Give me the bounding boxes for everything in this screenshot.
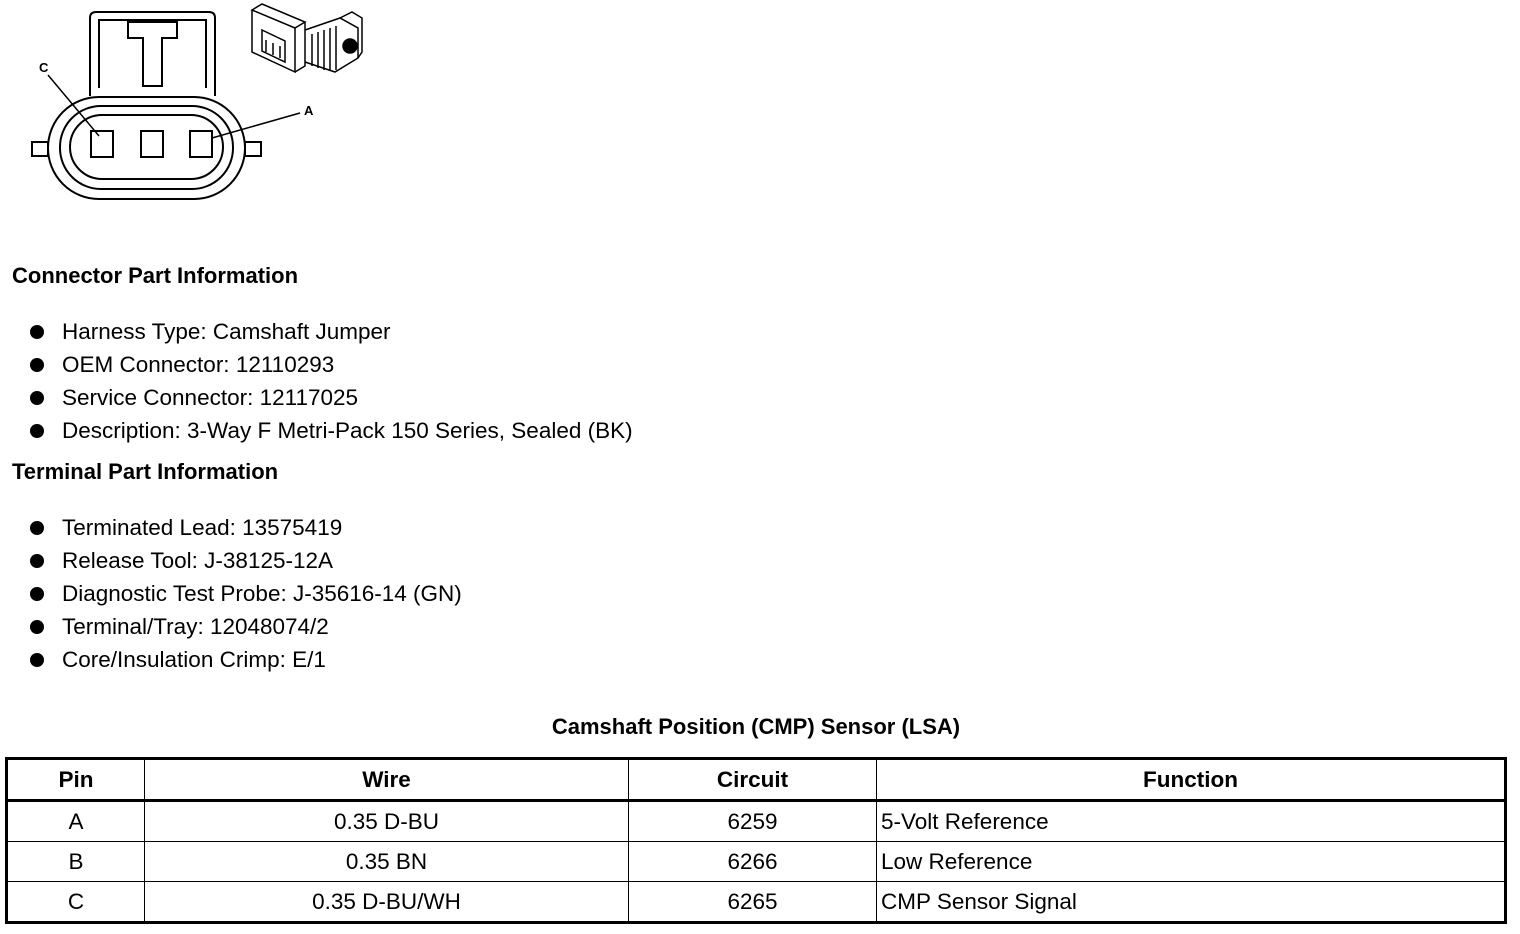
table-row xyxy=(7,842,1506,882)
side-key-right xyxy=(245,142,261,156)
column-header-circuit: Circuit xyxy=(629,759,877,801)
cavity-b xyxy=(141,131,163,157)
bullet-icon xyxy=(30,358,44,372)
cavity-a xyxy=(190,131,212,157)
column-header-function: Function xyxy=(877,759,1506,801)
list-item xyxy=(0,548,462,581)
cavity-c xyxy=(91,131,113,157)
column-header-pin: Pin xyxy=(7,759,145,801)
list-item xyxy=(0,614,462,647)
connector-part-info-heading: Connector Part Information xyxy=(12,263,299,288)
cell-wire: 0.35 BN xyxy=(145,842,629,882)
pinout-table-title: Camshaft Position (CMP) Sensor (LSA) xyxy=(551,714,961,739)
bullet-icon xyxy=(30,653,44,667)
bullet-icon xyxy=(30,521,44,535)
pinout-table xyxy=(5,757,1507,924)
latch-t-slot xyxy=(128,22,177,86)
list-item-text: Description: 3-Way F Metri-Pack 150 Series, Sealed (BK) xyxy=(62,418,633,443)
cell-pin: B xyxy=(7,842,145,882)
table-header-row xyxy=(7,759,1506,801)
bullet-icon xyxy=(30,325,44,339)
list-item-text: Harness Type: Camshaft Jumper xyxy=(62,319,391,344)
bullet-icon xyxy=(30,424,44,438)
cell-function: 5-Volt Reference xyxy=(877,801,1506,842)
connector-thumbnail xyxy=(252,4,362,72)
table-row xyxy=(7,801,1506,842)
table-row xyxy=(7,882,1506,923)
connector-info-list xyxy=(0,319,633,451)
connector-diagram xyxy=(0,0,400,215)
column-header-wire: Wire xyxy=(145,759,629,801)
cell-circuit: 6259 xyxy=(629,801,877,842)
list-item-text: Service Connector: 12117025 xyxy=(62,385,359,410)
list-item-text: Terminated Lead: 13575419 xyxy=(62,515,343,540)
list-item xyxy=(0,319,633,352)
pin-label-c: C xyxy=(39,60,49,75)
cell-pin: A xyxy=(7,801,145,842)
cell-pin: C xyxy=(7,882,145,923)
list-item xyxy=(0,418,633,451)
list-item-text: Core/Insulation Crimp: E/1 xyxy=(62,647,326,672)
pin-label-a: A xyxy=(304,103,314,118)
list-item xyxy=(0,515,462,548)
bullet-icon xyxy=(30,587,44,601)
terminal-info-list xyxy=(0,515,462,680)
connector-latch xyxy=(90,12,215,96)
bullet-icon xyxy=(30,554,44,568)
terminal-part-info-heading: Terminal Part Information xyxy=(12,459,279,484)
bullet-icon xyxy=(30,391,44,405)
cell-circuit: 6266 xyxy=(629,842,877,882)
list-item-text: OEM Connector: 12110293 xyxy=(62,352,335,377)
cell-circuit: 6265 xyxy=(629,882,877,923)
cell-wire: 0.35 D-BU/WH xyxy=(145,882,629,923)
list-item-text: Diagnostic Test Probe: J-35616-14 (GN) xyxy=(62,581,462,606)
cell-function: CMP Sensor Signal xyxy=(877,882,1506,923)
cell-wire: 0.35 D-BU xyxy=(145,801,629,842)
cell-function: Low Reference xyxy=(877,842,1506,882)
bullet-icon xyxy=(30,620,44,634)
list-item xyxy=(0,647,462,680)
list-item-text: Terminal/Tray: 12048074/2 xyxy=(62,614,329,639)
list-item xyxy=(0,385,633,418)
list-item xyxy=(0,581,462,614)
side-key-left xyxy=(32,142,48,156)
list-item xyxy=(0,352,633,385)
list-item-text: Release Tool: J-38125-12A xyxy=(62,548,334,573)
